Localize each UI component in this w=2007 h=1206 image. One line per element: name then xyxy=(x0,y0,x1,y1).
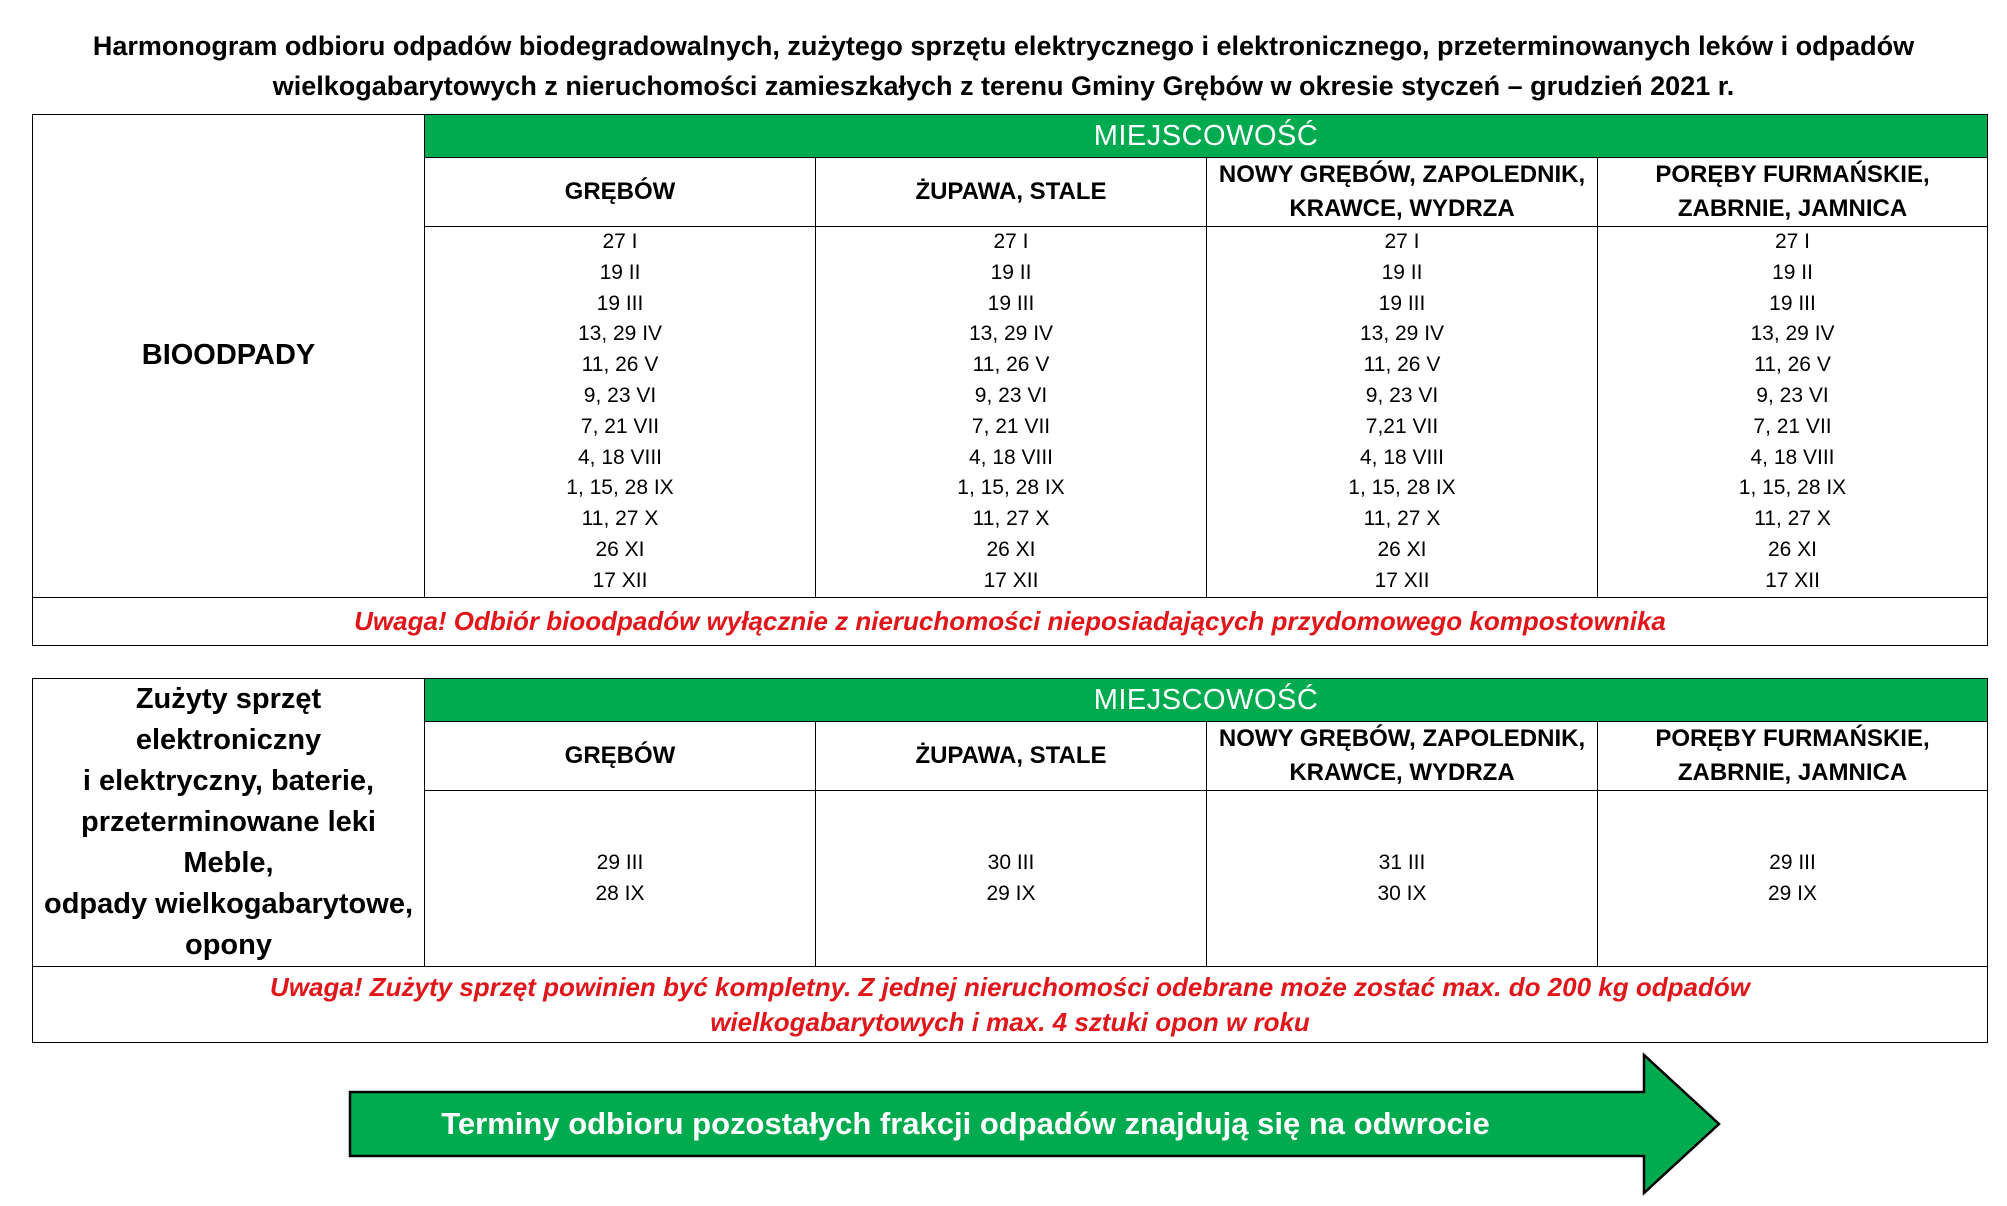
date-entry: 13, 29 IV xyxy=(577,322,663,346)
date-entry: 1, 15, 28 IX xyxy=(1348,476,1456,500)
date-entry: 26 XI xyxy=(986,537,1036,561)
date-entry: 27 I xyxy=(1384,230,1420,253)
bio-location-zupawa: ŻUPAWA, STALE xyxy=(816,158,1207,227)
date-entry: 17 XII xyxy=(1765,568,1820,592)
document-title xyxy=(40,26,1967,106)
bio-location-grebow: GRĘBÓW xyxy=(425,158,816,227)
date-entry: 19 II xyxy=(599,260,641,284)
bulky-dates-zupawa xyxy=(816,791,1207,967)
title-line-1: Harmonogram odbioru odpadów biodegradowalnych, zużytego sprzętu elektrycznego i elektronicznego, przeterminowanych leków i odpadów xyxy=(92,31,1915,61)
date-entry: 1, 15, 28 IX xyxy=(1738,476,1847,500)
date-entry: 11, 27 X xyxy=(1363,507,1441,531)
date-entry: 26 XI xyxy=(595,537,645,561)
date-entry: 26 XI xyxy=(1377,537,1427,561)
date-entry: 11, 26 V xyxy=(972,353,1050,377)
date-entry: 9, 23 VI xyxy=(974,383,1048,407)
date-entry: 9, 23 VI xyxy=(1756,383,1829,407)
date-entry: 7,21 VII xyxy=(1365,414,1439,438)
bio-category-label: BIOODPADY xyxy=(33,115,425,598)
date-entry: 7, 21 VII xyxy=(1753,414,1832,438)
date-entry: 28 IX xyxy=(595,881,645,905)
bulky-dates-poreby xyxy=(1598,791,1988,967)
date-entry: 11, 26 V xyxy=(1363,353,1441,377)
bulky-location-nowy-grebow: NOWY GRĘBÓW, ZAPOLEDNIK, KRAWCE, WYDRZA xyxy=(1207,722,1598,791)
bio-dates-zupawa xyxy=(816,227,1207,598)
date-entry: 11, 27 X xyxy=(581,507,659,531)
date-entry: 19 III xyxy=(1769,291,1816,315)
date-entry: 13, 29 IV xyxy=(968,322,1054,346)
bio-location-nowy-grebow: NOWY GRĘBÓW, ZAPOLEDNIK, KRAWCE, WYDRZA xyxy=(1207,158,1598,227)
date-entry: 30 III xyxy=(987,850,1035,874)
bio-location-header: MIEJSCOWOŚĆ xyxy=(425,115,1988,158)
date-entry: 13, 29 IV xyxy=(1750,322,1835,346)
date-entry: 4, 18 VIII xyxy=(1750,445,1835,469)
date-entry: 19 II xyxy=(1381,260,1423,284)
bio-location-poreby: PORĘBY FURMAŃSKIE, ZABRNIE, JAMNICA xyxy=(1598,158,1988,227)
date-entry: 26 XI xyxy=(1767,537,1818,561)
date-entry: 9, 23 VI xyxy=(583,383,657,407)
date-entry: 27 I xyxy=(602,230,638,253)
bulky-warning-note: Uwaga! Zużyty sprzęt powinien być kompletny. Z jednej nieruchomości odebrane może zostać max. do 200 kg odpadów wielkogabarytowych i max. 4 sztuki opon w roku xyxy=(33,967,1988,1043)
date-entry: 9, 23 VI xyxy=(1365,383,1439,407)
date-entry: 29 III xyxy=(1769,850,1816,874)
date-entry: 27 I xyxy=(993,230,1029,253)
date-entry: 11, 27 X xyxy=(1754,507,1831,531)
date-entry: 4, 18 VIII xyxy=(968,445,1054,469)
date-entry: 17 XII xyxy=(983,568,1039,592)
bulky-location-zupawa: ŻUPAWA, STALE xyxy=(816,722,1207,791)
bulky-schedule-table xyxy=(32,678,1988,1043)
date-entry: 29 IX xyxy=(1767,881,1818,905)
date-entry: 1, 15, 28 IX xyxy=(957,476,1065,500)
bulky-location-poreby: PORĘBY FURMAŃSKIE, ZABRNIE, JAMNICA xyxy=(1598,722,1988,791)
date-entry: 7, 21 VII xyxy=(580,414,660,438)
date-entry: 19 III xyxy=(987,291,1035,315)
date-entry: 7, 21 VII xyxy=(971,414,1051,438)
date-entry: 4, 18 VIII xyxy=(1359,445,1445,469)
bulky-location-grebow: GRĘBÓW xyxy=(425,722,816,791)
arrow-banner-text: Terminy odbioru pozostałych frakcji odpadów znajdują się na odwrocie xyxy=(441,1106,1490,1141)
bio-dates-poreby xyxy=(1598,227,1988,598)
bulky-dates-nowy-grebow xyxy=(1207,791,1598,967)
bio-dates-nowy-grebow xyxy=(1207,227,1598,598)
date-entry: 19 III xyxy=(596,291,644,315)
date-entry: 17 XII xyxy=(592,568,648,592)
date-entry: 27 I xyxy=(1774,230,1811,253)
date-entry: 11, 26 V xyxy=(581,353,659,377)
date-entry: 19 II xyxy=(990,260,1032,284)
date-entry: 31 III xyxy=(1378,850,1426,874)
date-entry: 29 III xyxy=(596,850,644,874)
date-entry: 17 XII xyxy=(1374,568,1430,592)
date-entry: 19 III xyxy=(1378,291,1426,315)
date-entry: 1, 15, 28 IX xyxy=(566,476,674,500)
bio-schedule-table xyxy=(32,114,1988,646)
date-entry: 11, 27 X xyxy=(972,507,1050,531)
date-entry: 11, 26 V xyxy=(1754,353,1831,377)
bulky-dates-grebow xyxy=(425,791,816,967)
date-entry: 19 II xyxy=(1772,260,1813,284)
bulky-category-label: Zużyty sprzęt elektroniczny i elektryczny, baterie, przeterminowane leki Meble, odpady wielkogabarytowe, opony xyxy=(33,679,425,967)
bio-dates-grebow xyxy=(425,227,816,598)
bulky-location-header: MIEJSCOWOŚĆ xyxy=(425,679,1988,722)
date-entry: 13, 29 IV xyxy=(1359,322,1445,346)
title-line-2: wielkogabarytowych z nieruchomości zamieszkałych z terenu Gminy Grębów w okresie styczeń – grudzień 2021 r. xyxy=(272,71,1735,101)
bio-warning-note: Uwaga! Odbiór bioodpadów wyłącznie z nieruchomości nieposiadających przydomowego kompostownika xyxy=(33,597,1988,645)
date-entry: 30 IX xyxy=(1377,881,1427,905)
date-entry: 4, 18 VIII xyxy=(577,445,663,469)
date-entry: 29 IX xyxy=(986,881,1036,905)
reverse-side-arrow-banner xyxy=(348,1052,1722,1196)
